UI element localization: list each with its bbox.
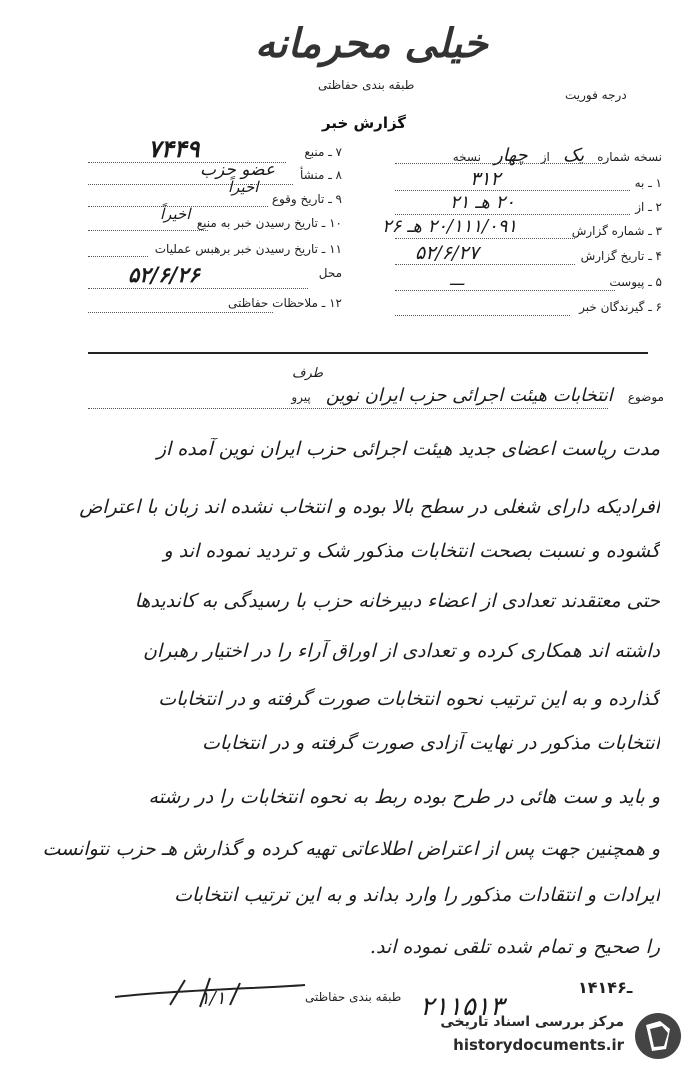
body-line-11: را صحیح و تمام شده تلقی نموده اند. — [369, 936, 660, 958]
body-line-5: داشته اند همکاری کرده و تعدادی از اوراق آراء را در اختیار رهبران — [142, 640, 660, 662]
right-label-to: ۱ ـ به — [634, 176, 662, 190]
left-value-origin: عضو حزب — [200, 160, 275, 180]
header-divider — [88, 352, 648, 354]
right-value-report-number: ۲۰/۱۱۱/۰۹۱ هـ ۲۶ — [382, 216, 518, 237]
right-label-attachment: ۵ ـ پیوست — [609, 275, 662, 289]
left-value-place: ۵۲/۶/۲۶ — [128, 262, 200, 287]
watermark-block — [420, 1010, 690, 1062]
left-value-source: ۷۴۴۹ — [148, 134, 200, 163]
body-line-10: ایرادات و انتقادات مذکور را وارد بداند و به این ترتیب انتخابات — [174, 884, 660, 906]
right-value-to: ۳۱۲ — [470, 168, 501, 190]
watermark-url: historydocuments.ir — [453, 1036, 624, 1054]
body-line-3: گشوده و نسبت بصحت انتخابات مذکور شک و تردید نموده اند و — [163, 540, 660, 562]
body-line-2: افرادیکه دارای شغلی در سطح بالا بوده و انتخاب نشده اند زبان با اعتراض — [79, 496, 660, 518]
left-label-occurrence-date: ۹ ـ تاریخ وقوع — [271, 192, 342, 206]
page-mark: ۱/۱ — [200, 988, 226, 1009]
left-label-origin: ۸ ـ منشأ — [299, 168, 342, 182]
archive-number: ۲۱۱۵۱۳ — [420, 992, 504, 1022]
right-label-recipients: ۶ ـ گیرندگان خبر — [579, 300, 662, 314]
body-line-4: حتی معتقدند تعدادی از اعضاء دبیرخانه حزب با رسیدگی به کاندیدها — [134, 590, 660, 612]
body-line-8: و باید و ست هائی در طرح بوده ربط به نحوه انتخابات را در رشته — [148, 786, 660, 808]
subject-value: انتخابات هیئت اجرائی حزب ایران نوین — [325, 385, 613, 406]
classification-label-top: طبقه بندی حفاظتی — [318, 78, 415, 92]
left-label-received-by-operations: ۱۱ ـ تاریخ رسیدن خبر برهبس عملیات — [154, 242, 342, 256]
copy-number-label: نسخه شماره — [597, 150, 662, 164]
subject-label: موضوع — [627, 390, 664, 404]
body-line-7: انتخابات مذکور در نهایت آزادی صورت گرفته و در انتخابات — [201, 732, 660, 754]
subject-suffix: پیرو — [291, 390, 311, 404]
right-label-report-date: ۴ ـ تاریخ گزارش — [580, 249, 662, 263]
urgency-label: درجه فوریت — [565, 88, 627, 102]
body-line-9: و همچنین جهت پس از اعتراض اطلاعاتی تهیه کرده و گذارش هـ حزب نتوانست — [42, 838, 660, 860]
right-label-report-number: ۳ ـ شماره گزارش — [571, 224, 662, 238]
copy-label: نسخه — [452, 150, 481, 164]
secret-stamp: خیلی محرمانه — [255, 20, 488, 67]
archive-logo-icon — [630, 1011, 686, 1061]
left-value-received-by-source: اخیراً — [160, 205, 191, 223]
right-value-report-date: ۵۲/۶/۲۷ — [415, 242, 479, 264]
right-value-attachment: ـــ — [450, 270, 465, 289]
left-label-received-by-source: ۱۰ ـ تاریخ رسیدن خبر به منبع — [196, 216, 342, 230]
left-label-source: ۷ ـ منبع — [304, 145, 342, 159]
body-line-1: مدت ریاست اعضای جدید هیئت اجرائی حزب ایران نوین آمده از — [156, 438, 660, 460]
copy-of-value: چهار — [494, 145, 528, 166]
right-value-from: ۲۰ هـ ۲۱ — [450, 192, 515, 213]
subject-note: طرف — [292, 366, 323, 381]
left-label-security-notes: ۱۲ ـ ملاحظات حفاظتی — [228, 296, 342, 310]
document-code: ۱۴۱ـ۴۶ — [578, 978, 633, 997]
subject-row — [291, 385, 664, 406]
left-label-place: محل — [318, 266, 342, 280]
copy-of-label: از — [540, 150, 550, 164]
copy-number-value: یک — [563, 145, 585, 166]
left-value-occurrence-date: اخیراً — [228, 178, 259, 196]
body-line-6: گذارده و به این ترتیب نحوه انتخابات صورت گرفته و در انتخابات — [158, 688, 660, 710]
document-title: گزارش خبر — [322, 114, 407, 132]
watermark-title: مرکز بررسی اسناد تاریخی — [440, 1014, 624, 1030]
classification-label-bottom: طبقه بندی حفاظتی — [305, 990, 402, 1004]
right-label-from: ۲ ـ از — [635, 200, 662, 214]
